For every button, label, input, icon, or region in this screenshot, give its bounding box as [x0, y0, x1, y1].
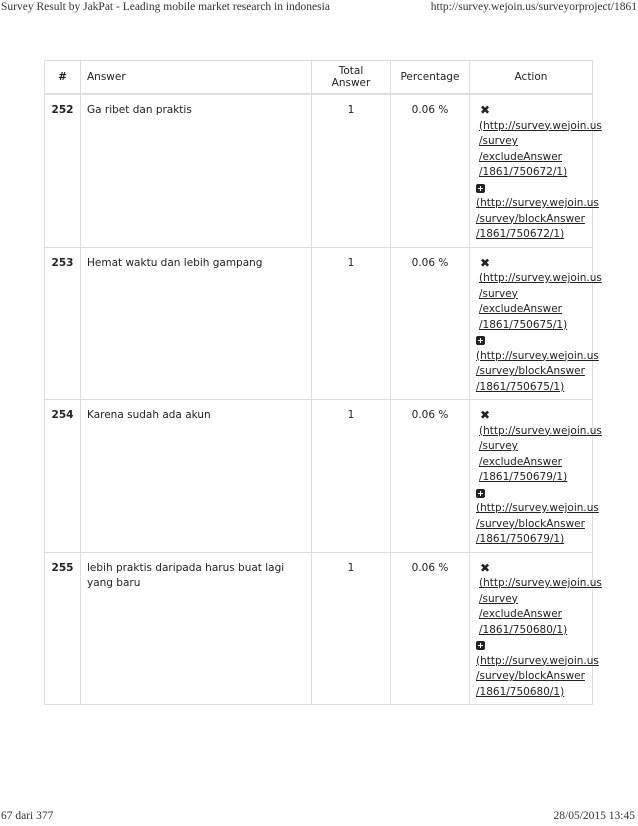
col-header-total-answer: Total Answer [312, 61, 391, 95]
exclude-link-line[interactable]: /excludeAnswer [479, 303, 562, 315]
row-answer: lebih praktis daripada harus buat lagi yang baru [81, 552, 312, 705]
exclude-answer-link[interactable] [476, 103, 602, 181]
block-link-line[interactable]: (http://survey.wejoin.us [476, 502, 599, 514]
block-link-line[interactable]: /survey/blockAnswer [476, 670, 585, 682]
plus-square-icon[interactable] [476, 641, 485, 650]
print-datetime: 28/05/2015 13:45 [553, 810, 635, 822]
row-actions [470, 400, 602, 553]
row-total-answer: 1 [312, 247, 391, 400]
block-answer-link[interactable] [476, 181, 599, 243]
times-icon[interactable]: ✖ [480, 103, 491, 117]
page-footer [0, 810, 638, 824]
row-answer: Karena sudah ada akun [81, 400, 312, 553]
block-answer-link[interactable] [476, 486, 599, 548]
row-number: 252 [45, 94, 81, 247]
page-number: 67 dari 377 [1, 810, 54, 822]
exclude-link-line[interactable]: /excludeAnswer [479, 608, 562, 620]
table-row [45, 94, 593, 247]
block-link-line[interactable]: /1861/750672/1) [476, 228, 565, 240]
exclude-link-line[interactable]: (http://survey.wejoin.us [479, 577, 602, 589]
block-link-line[interactable]: /1861/750679/1) [476, 533, 565, 545]
row-number: 253 [45, 247, 81, 400]
exclude-link-line[interactable]: /1861/750672/1) [479, 166, 568, 178]
exclude-answer-link[interactable] [476, 255, 602, 334]
row-number: 254 [45, 400, 81, 553]
exclude-link-line[interactable]: /1861/750679/1) [479, 471, 568, 483]
exclude-answer-link[interactable] [476, 560, 602, 639]
row-number: 255 [45, 552, 81, 705]
exclude-link-line[interactable]: /1861/750680/1) [479, 623, 568, 636]
row-actions [470, 94, 602, 247]
row-percentage: 0.06 % [391, 552, 470, 705]
col-header-percentage: Percentage [391, 61, 470, 95]
row-total-answer: 1 [312, 94, 391, 247]
block-link-line[interactable]: /1861/750680/1) [476, 685, 565, 698]
exclude-link-line[interactable]: /excludeAnswer [479, 455, 562, 468]
plus-square-icon[interactable] [476, 184, 485, 193]
document-title: Survey Result by JakPat - Leading mobile market research in indonesia [1, 1, 330, 13]
table-row [45, 552, 593, 705]
row-percentage: 0.06 % [391, 247, 470, 400]
block-link-line[interactable]: /1861/750675/1) [476, 380, 565, 393]
table-row [45, 247, 593, 400]
times-icon[interactable]: ✖ [480, 408, 491, 422]
exclude-link-line[interactable]: /excludeAnswer [479, 150, 562, 163]
col-header-action: Action [470, 61, 593, 95]
document-url: http://survey.wejoin.us/surveyorproject/1861 [430, 1, 637, 13]
table-header-row [45, 61, 593, 95]
exclude-link-line[interactable]: /survey [479, 592, 518, 605]
exclude-link-line[interactable]: (http://survey.wejoin.us [479, 272, 602, 284]
col-header-number: # [45, 61, 81, 95]
times-icon[interactable]: ✖ [480, 560, 491, 575]
exclude-link-line[interactable]: /survey [479, 440, 518, 452]
col-header-answer: Answer [81, 61, 312, 95]
block-link-line[interactable]: (http://survey.wejoin.us [476, 197, 599, 209]
table-row [45, 400, 593, 553]
row-answer: Ga ribet dan praktis [81, 94, 312, 247]
row-total-answer: 1 [312, 400, 391, 553]
block-answer-link[interactable] [476, 333, 599, 395]
block-link-line[interactable]: /survey/blockAnswer [476, 517, 585, 530]
block-answer-link[interactable] [476, 638, 599, 700]
exclude-answer-link[interactable] [476, 408, 602, 486]
exclude-link-line[interactable]: /1861/750675/1) [479, 318, 568, 331]
row-actions [470, 552, 602, 705]
exclude-link-line[interactable]: /survey [479, 135, 518, 147]
row-answer: Hemat waktu dan lebih gampang [81, 247, 312, 400]
block-link-line[interactable]: /survey/blockAnswer [476, 212, 585, 225]
exclude-link-line[interactable]: (http://survey.wejoin.us [479, 424, 602, 437]
block-link-line[interactable]: (http://survey.wejoin.us [476, 349, 599, 362]
exclude-link-line[interactable]: /survey [479, 287, 518, 300]
row-total-answer: 1 [312, 552, 391, 705]
block-link-line[interactable]: (http://survey.wejoin.us [476, 654, 599, 667]
page-header [0, 0, 638, 14]
plus-square-icon[interactable] [476, 489, 485, 498]
block-link-line[interactable]: /survey/blockAnswer [476, 365, 585, 377]
times-icon[interactable]: ✖ [480, 255, 491, 270]
exclude-link-line[interactable]: (http://survey.wejoin.us [479, 119, 602, 132]
plus-square-icon[interactable] [476, 336, 485, 345]
row-percentage: 0.06 % [391, 400, 470, 553]
row-actions [470, 247, 602, 400]
row-percentage: 0.06 % [391, 94, 470, 247]
answers-table [44, 60, 602, 705]
